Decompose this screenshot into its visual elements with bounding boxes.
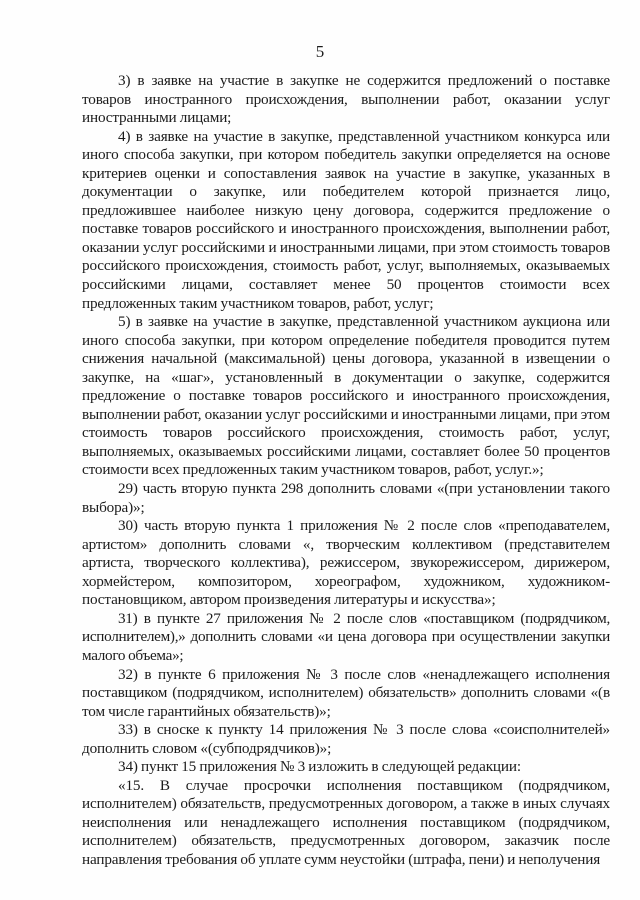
paragraph-amendment-33: 33) в сноске к пункту 14 приложения № 3 после слова «соисполнителей» дополнить словом «(субподрядчиков)»; xyxy=(82,721,610,757)
paragraph-amendment-29: 29) часть вторую пункта 298 дополнить словами «(при установлении такого выбора)»; xyxy=(82,480,610,516)
paragraph-item-4: 4) в заявке на участие в закупке, представленной участником конкурса или иного способа закупки, при котором победитель закупки определяется на основе критериев оценки и сопоставления заявок на участие в закупке, указанных в документации о закупке, или победителем которой признается лицо, предложившее наиболее низкую цену договора, содержится предложение о поставке товаров российского и иностранного происхождения, выполнении работ, оказании услуг российскими и иностранными лицами, при этом стоимость товаров российского происхождения, стоимость работ, услуг, выполняемых, оказываемых российскими лицами, составляет менее 50 процентов стоимости всех предложенных таким участником товаров, работ, услуг; xyxy=(82,127,610,312)
paragraph-item-5: 5) в заявке на участие в закупке, представленной участником аукциона или иного способа закупки, при котором определение победителя проводится путем снижения начальной (максимальной) цены договора, указанной в извещении о закупке, на «шаг», установленный в документации о закупке, содержится предложение о поставке товаров российского и иностранного происхождения, выполнении работ, оказании услуг российскими и иностранными лицами, при этом стоимость товаров российского происхождения, стоимость работ, услуг, выполняемых, оказываемых российскими лицами, составляет более 50 процентов стоимости всех предложенных таким участником товаров, работ, услуг.»; xyxy=(82,313,610,479)
paragraph-item-3: 3) в заявке на участие в закупке не содержится предложений о поставке товаров иностранного происхождения, выполнении работ, оказании услуг иностранными лицами; xyxy=(82,72,610,127)
paragraph-clause-15: «15. В случае просрочки исполнения поставщиком (подрядчиком, исполнителем) обязательств, предусмотренных договором, а также в иных случаях неисполнения или ненадлежащего исполнения поставщиком (подрядчиком, исполнителем) обязательств, предусмотренных договором, заказчик после направления требования об уплате сумм неустойки (штрафа, пени) и неполучения xyxy=(82,776,610,868)
paragraph-amendment-30: 30) часть вторую пункта 1 приложения № 2 после слов «преподавателем, артистом» дополнить словами «, творческим коллективом (представителем артиста, творческого коллектива), режиссером, звукорежиссером, дирижером, хормейстером, композитором, хореографом, художником, художником-постановщиком, автором произведения литературы и искусства»; xyxy=(82,517,610,609)
paragraph-amendment-32: 32) в пункте 6 приложения № 3 после слов «ненадлежащего исполнения поставщиком (подрядчиком, исполнителем) обязательств» дополнить словами «(в том числе гарантийных обязательств)»; xyxy=(82,665,610,720)
paragraph-amendment-31: 31) в пункте 27 приложения № 2 после слов «поставщиком (подрядчиком, исполнителем),» дополнить словами «и цена договора при осуществлении закупки малого объема»; xyxy=(82,609,610,664)
paragraph-amendment-34: 34) пункт 15 приложения № 3 изложить в следующей редакции: xyxy=(118,758,521,776)
page-number: 5 xyxy=(315,42,325,61)
document-body xyxy=(82,72,610,870)
